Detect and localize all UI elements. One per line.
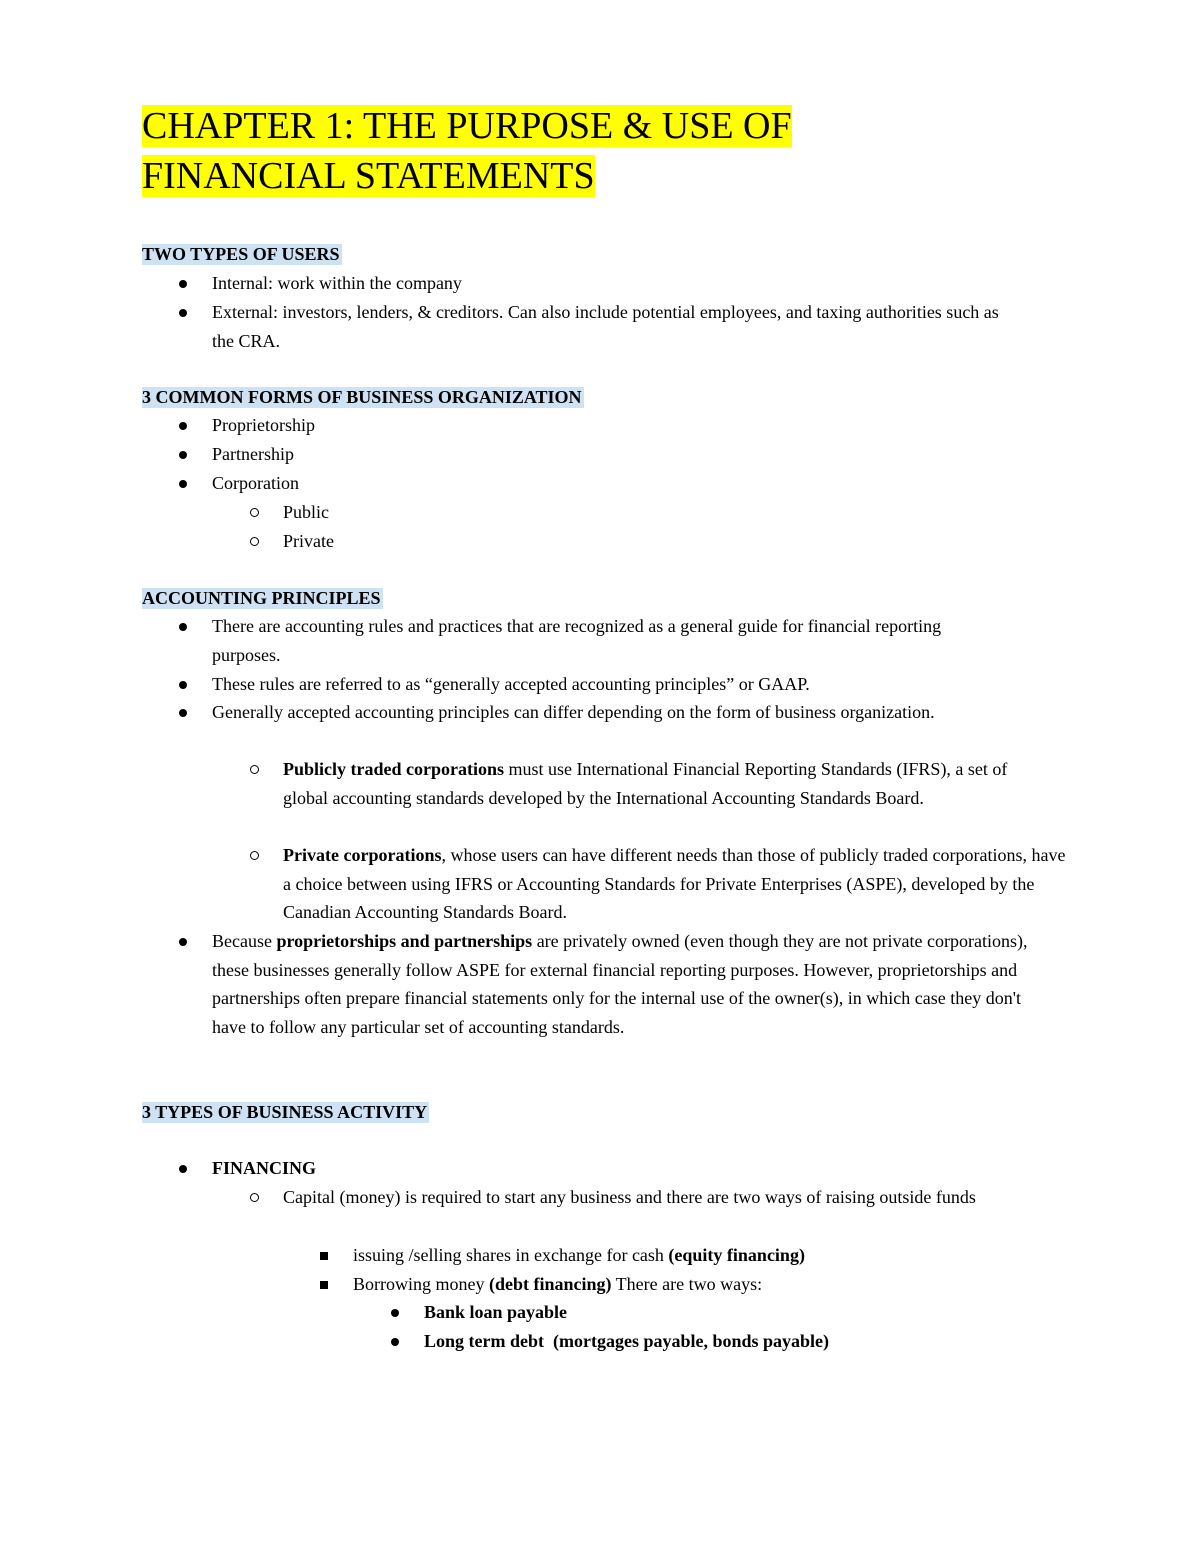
bullet-dot [179, 480, 187, 488]
sub-bullet-circle [250, 537, 259, 546]
bullet-dot [179, 422, 187, 430]
sub-bullet-square [320, 1252, 328, 1260]
bullet-dot [179, 451, 187, 459]
list-item: Private [283, 531, 334, 551]
section-heading-principles: ACCOUNTING PRINCIPLES [142, 588, 381, 608]
list-item: Public [283, 502, 330, 522]
bullet-dot [179, 709, 187, 717]
sub-bullet-square [320, 1281, 328, 1289]
sub-bullet-circle [250, 765, 259, 774]
list-item: Publicly traded corporations must use International Financial Reporting Standards (IFRS), a set of global accounting standards developed by the International Accounting Standards Board. [283, 759, 1008, 808]
bullet-dot [179, 280, 187, 288]
sub-bullet-circle [250, 508, 259, 517]
list-item: Partnership [212, 444, 294, 464]
list-item: Because proprietorships and partnerships are privately owned (even though they are not private corporations), these businesses generally follow ASPE for external financial reporting purposes. However, proprietorships and partnerships often prepare financial statements only for the internal use of the owner(s), in which case they don't have to follow any particular set of accounting standards. [212, 931, 1028, 1038]
bullet-dot [391, 1309, 399, 1317]
list-item: Borrowing money (debt financing) There are two ways: [353, 1274, 763, 1294]
bullet-dot [391, 1338, 399, 1346]
section-heading-forms: 3 COMMON FORMS OF BUSINESS ORGANIZATION [142, 387, 582, 407]
page-title [142, 101, 1042, 201]
sub-bullet-circle [250, 851, 259, 860]
list-item: Generally accepted accounting principles can differ depending on the form of business organization. [212, 702, 935, 722]
list-item: Bank loan payable [424, 1302, 568, 1322]
list-item: Private corporations, whose users can have different needs than those of publicly traded corporations, have a choice between using IFRS or Accounting Standards for Private Enterprises (ASPE), developed by the Canadian Accounting Standards Board. [283, 845, 1066, 923]
bullet-dot [179, 681, 187, 689]
bullet-dot [179, 1165, 187, 1173]
list-item: Corporation [212, 473, 299, 493]
section-heading-users: TWO TYPES OF USERS [142, 244, 340, 264]
list-item: issuing /selling shares in exchange for cash (equity financing) [353, 1245, 805, 1265]
section-heading-activity: 3 TYPES OF BUSINESS ACTIVITY [142, 1102, 428, 1122]
list-item: External: investors, lenders, & creditors. Can also include potential employees, and taxing authorities such as the CRA. [212, 302, 999, 351]
title-line-1: CHAPTER 1: THE PURPOSE & USE OF [142, 105, 792, 147]
list-item: Internal: work within the company [212, 273, 462, 293]
list-item: Capital (money) is required to start any business and there are two ways of raising outside funds [283, 1187, 976, 1207]
title-line-2: FINANCIAL STATEMENTS [142, 155, 595, 197]
sub-bullet-circle [250, 1193, 259, 1202]
list-item: There are accounting rules and practices that are recognized as a general guide for financial reporting purposes. [212, 616, 942, 665]
list-item: Long term debt (mortgages payable, bonds payable) [424, 1331, 830, 1351]
bullet-dot [179, 938, 187, 946]
list-item: These rules are referred to as “generally accepted accounting principles” or GAAP. [212, 674, 810, 694]
bullet-dot [179, 623, 187, 631]
bullet-dot [179, 309, 187, 317]
list-item: Proprietorship [212, 415, 315, 435]
list-item: FINANCING [212, 1158, 317, 1178]
